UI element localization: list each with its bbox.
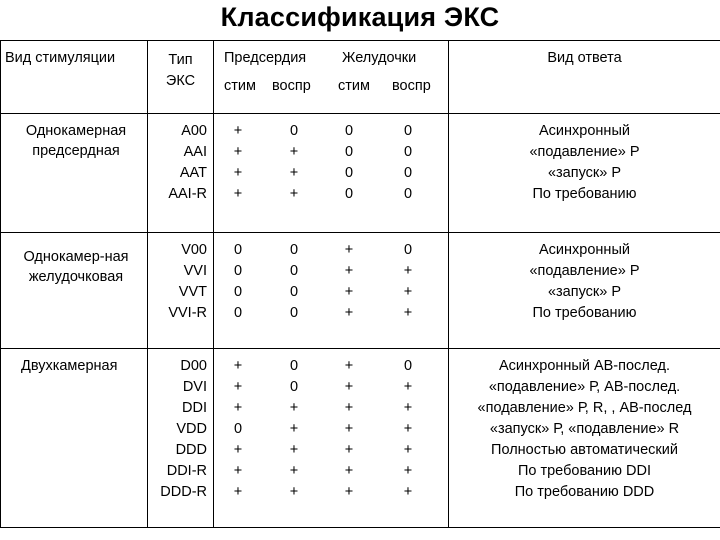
header-type-label-1: Тип bbox=[168, 52, 193, 68]
atria-stim-value: + bbox=[233, 165, 243, 181]
ventricles-sense-value: + bbox=[403, 305, 413, 321]
chambers-cell bbox=[214, 349, 449, 528]
response-line: Полностью автоматический bbox=[491, 442, 678, 458]
atria-stim-value: 0 bbox=[233, 242, 243, 258]
type-cell bbox=[148, 233, 214, 349]
ventricles-stim-value: + bbox=[344, 284, 354, 300]
type-code: DDI bbox=[182, 400, 207, 416]
ventricles-sense-value: + bbox=[403, 442, 413, 458]
ventricles-stim-value: + bbox=[344, 400, 354, 416]
header-atria-label: Предсердия bbox=[224, 50, 307, 66]
header-mode-label: Вид стимуляции bbox=[5, 50, 116, 66]
type-code: DDD-R bbox=[160, 484, 207, 500]
ventricles-sense-value: + bbox=[403, 284, 413, 300]
type-code: VVI bbox=[183, 263, 207, 279]
response-line: Асинхронный bbox=[539, 123, 630, 139]
response-line: «запуск» Р bbox=[547, 165, 622, 181]
ventricles-stim-value: 0 bbox=[344, 123, 354, 139]
ventricles-stim-value: + bbox=[344, 421, 354, 437]
response-line: По требованию DDI bbox=[517, 463, 652, 479]
ventricles-stim-value: + bbox=[344, 379, 354, 395]
atria-sense-value: + bbox=[289, 165, 299, 181]
header-chambers-cell bbox=[214, 41, 449, 114]
type-code: DDI-R bbox=[166, 463, 207, 479]
mode-cell bbox=[1, 233, 148, 349]
mode-label: Двухкамерная bbox=[21, 358, 118, 374]
response-line: По требованию bbox=[532, 186, 637, 202]
mode-label: Однокамерная предсердная bbox=[25, 123, 127, 159]
type-code: V00 bbox=[181, 242, 207, 258]
type-code: AAI bbox=[183, 144, 207, 160]
table-row bbox=[1, 233, 720, 349]
classification-table bbox=[0, 40, 720, 528]
type-code: VVT bbox=[178, 284, 207, 300]
type-code: AAT bbox=[179, 165, 207, 181]
ventricles-sense-value: + bbox=[403, 263, 413, 279]
atria-sense-value: 0 bbox=[289, 284, 299, 300]
response-cell bbox=[449, 233, 720, 349]
page-title: Классификация ЭКС bbox=[220, 2, 500, 32]
response-line: Асинхронный АВ-послед. bbox=[498, 358, 670, 374]
ventricles-stim-value: + bbox=[344, 242, 354, 258]
atria-sense-value: 0 bbox=[289, 242, 299, 258]
ventricles-sense-value: + bbox=[403, 484, 413, 500]
ventricles-sense-value: + bbox=[403, 463, 413, 479]
ventricles-stim-value: + bbox=[344, 484, 354, 500]
atria-sense-value: + bbox=[289, 421, 299, 437]
mode-label: Однокамер-ная желудочковая bbox=[23, 249, 129, 285]
chambers-cell bbox=[214, 233, 449, 349]
header-ventricles-stim: стим bbox=[338, 78, 370, 94]
ventricles-stim-value: + bbox=[344, 305, 354, 321]
atria-sense-value: 0 bbox=[289, 379, 299, 395]
mode-cell bbox=[1, 349, 148, 528]
ventricles-stim-value: + bbox=[344, 463, 354, 479]
atria-stim-value: + bbox=[233, 442, 243, 458]
atria-stim-value: 0 bbox=[233, 421, 243, 437]
atria-stim-value: 0 bbox=[233, 305, 243, 321]
atria-sense-value: + bbox=[289, 400, 299, 416]
ventricles-stim-value: + bbox=[344, 358, 354, 374]
response-line: По требованию bbox=[532, 305, 637, 321]
atria-stim-value: + bbox=[233, 379, 243, 395]
atria-stim-value: + bbox=[233, 463, 243, 479]
atria-sense-value: + bbox=[289, 442, 299, 458]
atria-stim-value: + bbox=[233, 484, 243, 500]
atria-sense-value: 0 bbox=[289, 123, 299, 139]
atria-stim-value: + bbox=[233, 144, 243, 160]
table-row bbox=[1, 114, 720, 233]
response-line: «запуск» Р, «подавление» R bbox=[489, 421, 680, 437]
ventricles-stim-value: + bbox=[344, 442, 354, 458]
chambers-cell bbox=[214, 114, 449, 233]
atria-sense-value: 0 bbox=[289, 263, 299, 279]
header-response-cell bbox=[449, 41, 720, 114]
header-ventricles-sense: воспр bbox=[392, 78, 431, 94]
header-mode-cell bbox=[1, 41, 148, 114]
ventricles-sense-value: 0 bbox=[403, 165, 413, 181]
header-ventricles-label: Желудочки bbox=[342, 50, 417, 66]
response-cell bbox=[449, 114, 720, 233]
response-line: Асинхронный bbox=[539, 242, 630, 258]
header-type-label-2: ЭКС bbox=[165, 73, 196, 89]
response-line: «запуск» Р bbox=[547, 284, 622, 300]
atria-stim-value: + bbox=[233, 123, 243, 139]
atria-stim-value: + bbox=[233, 400, 243, 416]
atria-sense-value: + bbox=[289, 186, 299, 202]
atria-sense-value: + bbox=[289, 144, 299, 160]
ventricles-stim-value: + bbox=[344, 263, 354, 279]
ventricles-stim-value: 0 bbox=[344, 186, 354, 202]
ventricles-sense-value: 0 bbox=[403, 123, 413, 139]
atria-sense-value: + bbox=[289, 463, 299, 479]
ventricles-sense-value: 0 bbox=[403, 144, 413, 160]
response-line: «подавление» Р, R, , АВ-послед bbox=[477, 400, 692, 416]
ventricles-stim-value: 0 bbox=[344, 144, 354, 160]
atria-stim-value: + bbox=[233, 358, 243, 374]
type-code: VVI-R bbox=[168, 305, 207, 321]
atria-sense-value: + bbox=[289, 484, 299, 500]
ventricles-sense-value: + bbox=[403, 379, 413, 395]
ventricles-sense-value: 0 bbox=[403, 186, 413, 202]
atria-stim-value: 0 bbox=[233, 284, 243, 300]
ventricles-sense-value: 0 bbox=[403, 358, 413, 374]
atria-sense-value: 0 bbox=[289, 358, 299, 374]
response-line: «подавление» Р, АВ-послед. bbox=[488, 379, 681, 395]
type-code: A00 bbox=[181, 123, 207, 139]
header-atria-stim: стим bbox=[224, 78, 256, 94]
atria-sense-value: 0 bbox=[289, 305, 299, 321]
atria-stim-value: 0 bbox=[233, 263, 243, 279]
response-cell bbox=[449, 349, 720, 528]
ventricles-sense-value: + bbox=[403, 400, 413, 416]
response-line: По требованию DDD bbox=[514, 484, 655, 500]
table-row bbox=[1, 349, 720, 528]
type-code: VDD bbox=[176, 421, 207, 437]
type-code: D00 bbox=[180, 358, 207, 374]
header-type-cell bbox=[148, 41, 214, 114]
header-row bbox=[1, 41, 720, 114]
type-code: DDD bbox=[175, 442, 207, 458]
ventricles-stim-value: 0 bbox=[344, 165, 354, 181]
ventricles-sense-value: + bbox=[403, 421, 413, 437]
response-line: «подавление» Р bbox=[529, 263, 640, 279]
type-cell bbox=[148, 349, 214, 528]
header-atria-sense: воспр bbox=[272, 78, 311, 94]
type-cell bbox=[148, 114, 214, 233]
atria-stim-value: + bbox=[233, 186, 243, 202]
type-code: AAI-R bbox=[168, 186, 207, 202]
mode-cell bbox=[1, 114, 148, 233]
response-line: «подавление» Р bbox=[529, 144, 640, 160]
type-code: DVI bbox=[182, 379, 207, 395]
ventricles-sense-value: 0 bbox=[403, 242, 413, 258]
header-response-label: Вид ответа bbox=[547, 50, 622, 66]
